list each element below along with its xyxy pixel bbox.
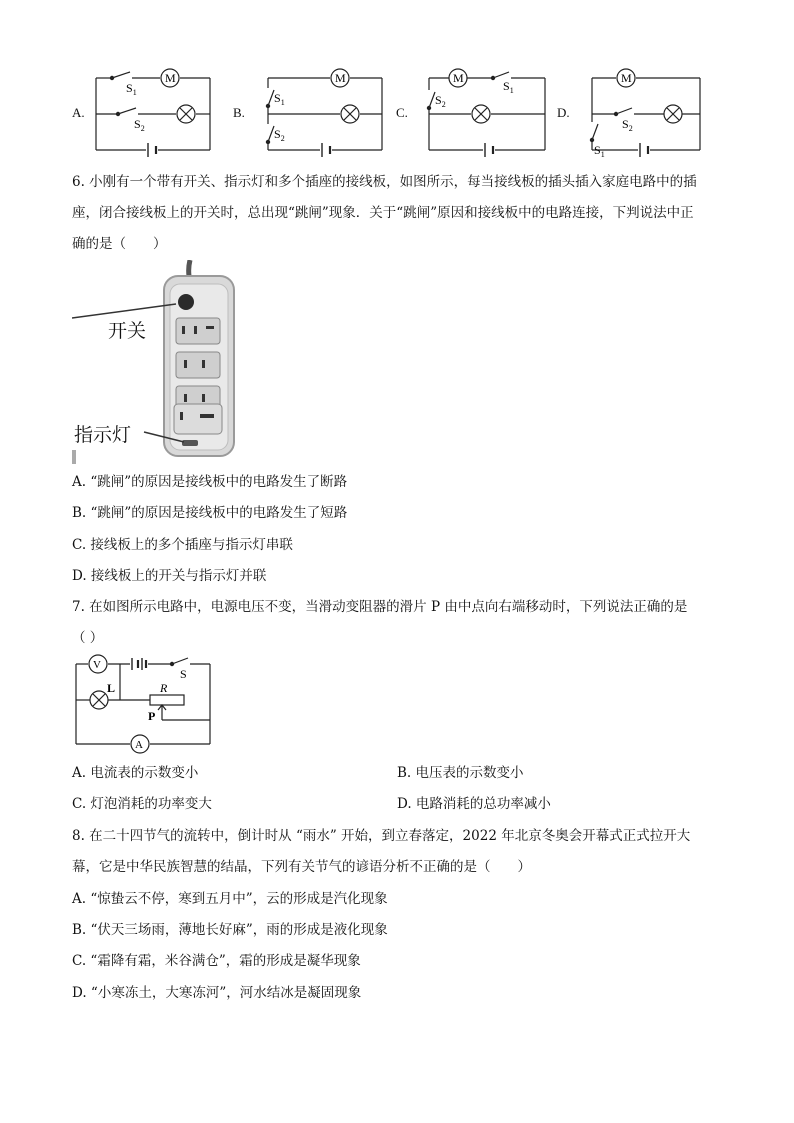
q7-stem-line-2: （ ）: [72, 630, 104, 646]
q8-option-d: D. “小寒冻土，大寒冻河”，河水结冰是凝固现象: [72, 985, 362, 1001]
svg-text:S1: [503, 79, 514, 95]
q6-stem-line-2: 座，闭合接线板上的开关时，总出现“跳闸”现象．关于“跳闸”原因和接线板中的电路连接，下判说法中正: [72, 205, 694, 221]
voltmeter-label: V: [93, 659, 101, 671]
switch-s1-label-c: S: [503, 79, 510, 93]
switch-s2-sub-d: 2: [628, 124, 633, 133]
q7-stem-line-1: 7. 在如图所示电路中，电源电压不变，当滑动变阻器的滑片 P 由中点向右端移动时，下列说法正确的是: [72, 599, 688, 615]
switch-s1-label-b: S: [274, 91, 281, 105]
q6-option-b: B. “跳闸”的原因是接线板中的电路发生了短路: [72, 505, 348, 521]
circuit-diagram-d: [580, 66, 708, 158]
circuit-options-row: [0, 60, 794, 165]
q7-option-c: C. 灯泡消耗的功率变大: [72, 796, 212, 812]
indicator-label: 指示灯: [74, 424, 132, 446]
motor-label-a: M: [165, 71, 176, 85]
circuit-option-a-letter: A.: [72, 105, 85, 120]
motor-label-c: M: [453, 71, 464, 85]
motor-label-b: M: [335, 71, 346, 85]
switch-label: 开关: [108, 320, 147, 342]
q8-option-c: C. “霜降有霜，米谷满仓”，霜的形成是凝华现象: [72, 953, 361, 969]
switch-s1-sub-a: 1: [132, 88, 137, 97]
circuit-diagram-b: [250, 66, 386, 158]
q8-stem-line-2: 幕，它是中华民族智慧的结晶，下列有关节气的谚语分析不正确的是（ ）: [72, 859, 531, 875]
svg-text:S2: [134, 117, 145, 133]
switch-s1-sub-d: 1: [600, 150, 605, 158]
switch-s2-label-d: S: [622, 117, 629, 131]
power-strip-figure: [72, 260, 242, 465]
q7-circuit-diagram: [72, 652, 220, 754]
q7-option-a: A. 电流表的示数变小: [72, 765, 199, 781]
switch-s1-sub-b: 1: [280, 98, 285, 107]
q6-stem-line-1: 6. 小刚有一个带有开关、指示灯和多个插座的接线板，如图所示，每当接线板的插头插入家庭电路中的插: [72, 174, 697, 190]
switch-s2-sub-a: 2: [140, 124, 145, 133]
q7-option-b: B. 电压表的示数变小: [397, 765, 524, 781]
circuit-option-c-letter: C.: [396, 105, 408, 120]
q8-option-a: A. “惊蛰云不停，寒到五月中”，云的形成是汽化现象: [72, 891, 388, 907]
switch-s2-label-c: S: [435, 93, 442, 107]
circuit-diagram-a: [90, 66, 216, 158]
svg-text:S2: [622, 117, 633, 133]
switch-s2-sub-b: 2: [280, 134, 285, 143]
switch-s1-sub-c: 1: [509, 86, 514, 95]
switch-s2-label-a: S: [134, 117, 141, 131]
q7-option-d: D. 电路消耗的总功率减小: [397, 796, 551, 812]
switch-s2-sub-c: 2: [441, 100, 446, 109]
svg-text:S2: [274, 127, 285, 143]
q6-stem-line-3: 确的是（ ）: [72, 236, 167, 252]
slider-label: P: [148, 709, 156, 723]
svg-text:S2: [435, 93, 446, 109]
circuit-option-b-letter: B.: [233, 105, 245, 120]
circuit-option-d-letter: D.: [557, 105, 570, 120]
lamp-label: L: [107, 681, 116, 695]
q8-stem-line-1: 8. 在二十四节气的流转中，倒计时从 “雨水” 开始，到立春落定，2022 年北京冬奥会开幕式正式拉开大: [72, 828, 691, 844]
q6-option-c: C. 接线板上的多个插座与指示灯串联: [72, 537, 293, 553]
q6-option-a: A. “跳闸”的原因是接线板中的电路发生了断路: [72, 474, 348, 490]
resistor-label: R: [160, 681, 168, 695]
switch-s1-label-d: S: [594, 143, 601, 157]
switch-s2-label-b: S: [274, 127, 281, 141]
q8-option-b: B. “伏天三场雨，薄地长好麻”，雨的形成是液化现象: [72, 922, 388, 938]
svg-text:S1: [594, 143, 605, 158]
circuit-diagram-c: [415, 66, 551, 158]
svg-text:S1: [274, 91, 285, 107]
ammeter-label: A: [135, 739, 143, 751]
motor-label-d: M: [621, 71, 632, 85]
svg-text:S1: [126, 81, 137, 97]
q6-option-d: D. 接线板上的开关与指示灯并联: [72, 568, 267, 584]
switch-s-label: S: [180, 667, 187, 681]
switch-s1-label-a: S: [126, 81, 133, 95]
